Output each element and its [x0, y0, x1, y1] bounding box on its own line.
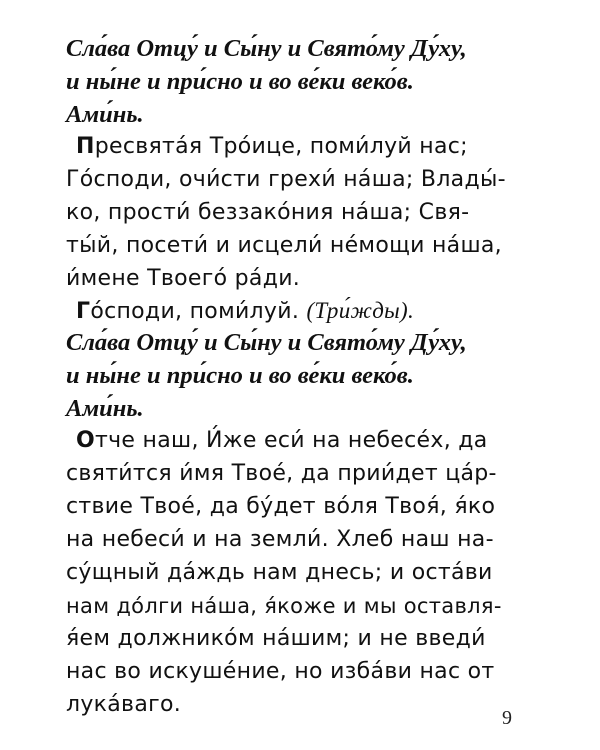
- doxology-glory-be: [66, 32, 506, 131]
- lords-prayer: [66, 424, 506, 721]
- prayer-line: [66, 424, 506, 457]
- drop-letter: О: [76, 428, 96, 453]
- prayer-line: святи́тся и́мя Твое́, да прии́дет ца́р-: [66, 461, 497, 486]
- prayer-line: ты́й, посети́ и исцели́ не́мощи на́ша,: [66, 233, 502, 258]
- kyrie-eleison: [66, 294, 506, 328]
- prayer-line: су́щный да́ждь нам днесь; и оста́ви: [66, 560, 493, 585]
- prayer-to-holy-trinity: [66, 130, 506, 295]
- drop-letter: П: [76, 134, 95, 159]
- doxology-glory-be-2: [66, 326, 506, 425]
- drop-letter: Г: [76, 299, 91, 324]
- prayer-line: Го́споди, очи́сти грехи́ на́ша; Влады́-: [66, 167, 506, 192]
- prayer-line: я́ем должнико́м на́шим; и не введи́: [66, 626, 486, 651]
- prayer-line-text: тче наш, И́же еси́ на небесе́х, да: [95, 428, 488, 453]
- doxology-line: и ны́не и при́сно и во ве́ки веко́в.: [66, 68, 414, 95]
- doxology-line: Сла́ва Отцу́ и Сы́ну и Свято́му Ду́ху,: [66, 329, 467, 356]
- prayer-line: ствие Твое́, да бу́дет во́ля Твоя́, я́ко: [66, 494, 496, 519]
- prayer-line-text: ресвята́я Тро́ице, поми́луй нас;: [94, 134, 468, 159]
- rubric-note: (Три́жды).: [306, 298, 415, 323]
- prayer-line: нас во искуше́ние, но изба́ви нас от: [66, 659, 495, 684]
- doxology-line: Ами́нь.: [66, 101, 144, 128]
- prayer-line: лука́ваго.: [66, 692, 182, 717]
- page-number: 9: [502, 707, 512, 729]
- prayer-line-text: о́споди, поми́луй.: [90, 299, 307, 324]
- prayer-line: [66, 130, 506, 163]
- prayer-line: на небеси́ и на земли́. Хлеб наш на-: [66, 527, 494, 552]
- doxology-line: и ны́не и при́сно и во ве́ки веко́в.: [66, 362, 414, 389]
- prayer-line: ко, прости́ беззако́ния на́ша; Свя-: [66, 200, 470, 225]
- doxology-line: Ами́нь.: [66, 395, 144, 422]
- prayer-line: [66, 294, 506, 328]
- prayer-line: нам до́лги на́ша, я́коже и мы оставля-: [66, 593, 502, 618]
- prayer-line: и́мене Твоего́ ра́ди.: [66, 266, 301, 291]
- doxology-line: Сла́ва Отцу́ и Сы́ну и Свято́му Ду́ху,: [66, 35, 467, 62]
